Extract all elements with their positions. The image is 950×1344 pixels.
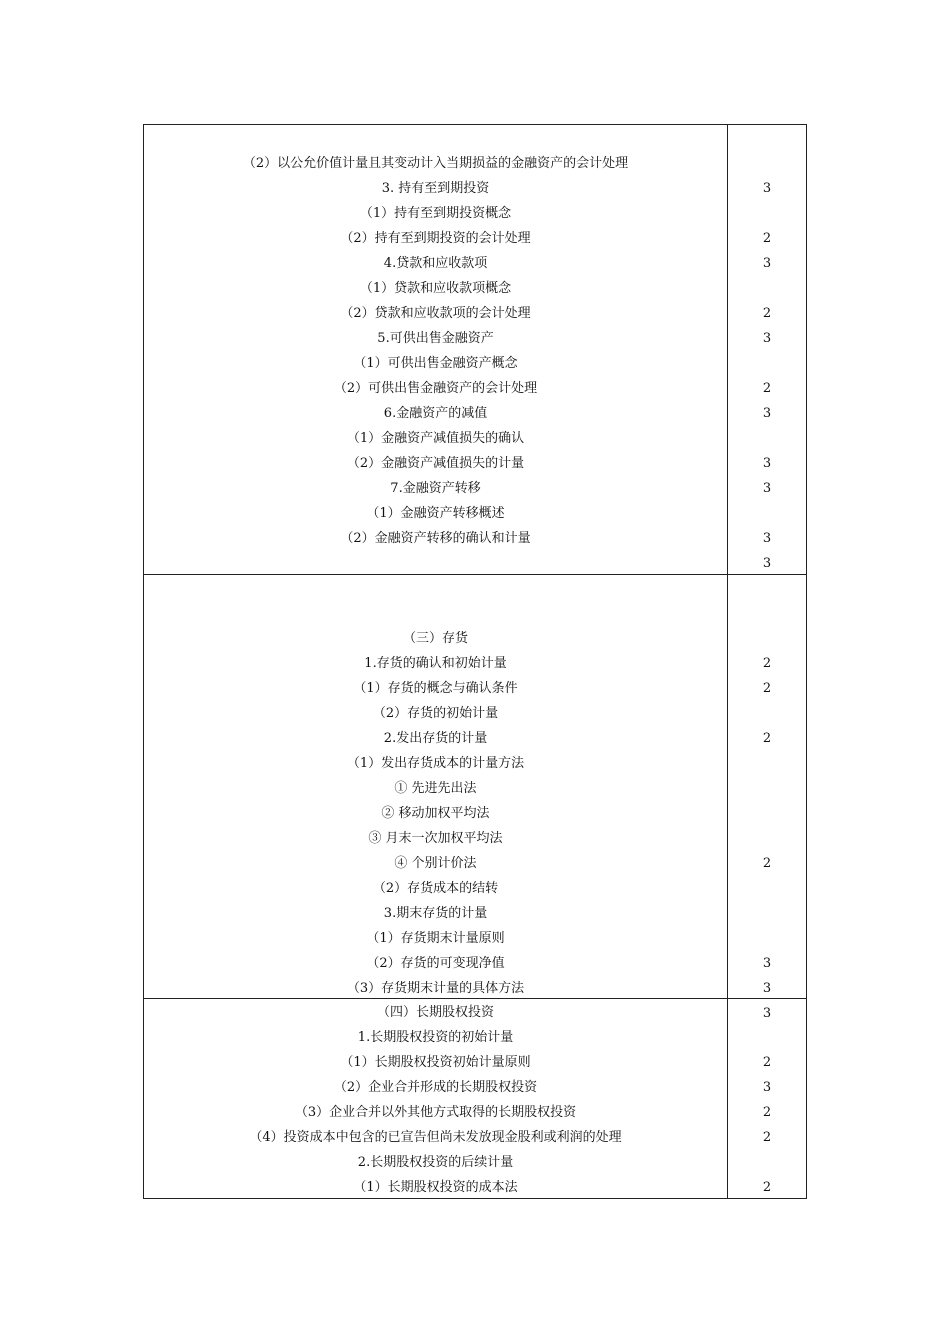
topic-label: （2）金融资产转移的确认和计量 xyxy=(340,531,531,546)
table-row xyxy=(144,651,806,676)
table-row xyxy=(144,401,806,426)
topic-label: （1）贷款和应收款项概念 xyxy=(359,281,512,296)
topic-label: （3）企业合并以外其他方式取得的长期股权投资 xyxy=(294,1105,577,1120)
topic-label: 2.长期股权投资的后续计量 xyxy=(357,1155,514,1170)
level-value: 3 xyxy=(762,956,772,971)
level-value: 2 xyxy=(762,381,772,396)
table-row xyxy=(144,726,806,751)
table-row xyxy=(144,1050,806,1075)
topic-label: （2）可供出售金融资产的会计处理 xyxy=(333,381,538,396)
table-row xyxy=(144,201,806,226)
topic-label: （2）贷款和应收款项的会计处理 xyxy=(340,306,531,321)
table-row xyxy=(144,176,806,201)
topic-label: （1）存货期末计量原则 xyxy=(366,931,505,946)
syllabus-table xyxy=(143,124,807,1199)
topic-label: （1）长期股权投资初始计量原则 xyxy=(340,1055,531,1070)
topic-label: （2）企业合并形成的长期股权投资 xyxy=(333,1080,538,1095)
topic-label: ① 先进先出法 xyxy=(394,781,477,796)
topic-label: ③ 月末一次加权平均法 xyxy=(368,831,503,846)
table-row xyxy=(144,826,806,851)
level-value: 3 xyxy=(762,331,772,346)
level-value: 2 xyxy=(762,731,772,746)
topic-label: （2）持有至到期投资的会计处理 xyxy=(340,231,531,246)
table-row xyxy=(144,551,806,576)
table-row xyxy=(144,301,806,326)
topic-label: 6.金融资产的减值 xyxy=(383,406,488,421)
topic-label: 2.发出存货的计量 xyxy=(383,731,488,746)
table-row xyxy=(144,151,806,176)
table-row xyxy=(144,901,806,926)
table-row xyxy=(144,476,806,501)
topic-label: （1）长期股权投资的成本法 xyxy=(353,1180,518,1195)
table-row xyxy=(144,376,806,401)
table-row xyxy=(144,501,806,526)
table-row xyxy=(144,251,806,276)
table-row xyxy=(144,451,806,476)
table-row xyxy=(144,751,806,776)
level-value: 3 xyxy=(762,456,772,471)
topic-label: （1）金融资产减值损失的确认 xyxy=(346,431,525,446)
topic-label: 1.长期股权投资的初始计量 xyxy=(357,1030,514,1045)
level-value: 2 xyxy=(762,1180,772,1195)
table-row xyxy=(144,1025,806,1050)
level-value: 2 xyxy=(762,681,772,696)
topic-label: 4.贷款和应收款项 xyxy=(383,256,488,271)
table-row xyxy=(144,676,806,701)
table-row xyxy=(144,1150,806,1175)
level-value: 3 xyxy=(762,256,772,271)
level-value: 2 xyxy=(762,231,772,246)
topic-label: （1）持有至到期投资概念 xyxy=(359,206,512,221)
topic-label: （3）存货期末计量的具体方法 xyxy=(346,981,525,996)
level-value: 2 xyxy=(762,1105,772,1120)
table-row xyxy=(144,351,806,376)
topic-label: （1）金融资产转移概述 xyxy=(366,506,505,521)
table-row xyxy=(144,951,806,976)
topic-label: （2）存货的初始计量 xyxy=(372,706,499,721)
table-row xyxy=(144,1075,806,1100)
table-row xyxy=(144,1100,806,1125)
level-value: 2 xyxy=(762,656,772,671)
topic-label: （2）金融资产减值损失的计量 xyxy=(346,456,525,471)
level-value: 3 xyxy=(762,1080,772,1095)
topic-label: （4）投资成本中包含的已宣告但尚未发放现金股利或利润的处理 xyxy=(249,1130,622,1145)
topic-label: 3.期末存货的计量 xyxy=(383,906,488,921)
level-value: 3 xyxy=(762,1006,772,1021)
topic-label: 7.金融资产转移 xyxy=(390,481,481,496)
table-row xyxy=(144,626,806,651)
table-row xyxy=(144,601,806,626)
topic-label: （1）存货的概念与确认条件 xyxy=(353,681,518,696)
level-value: 3 xyxy=(762,531,772,546)
table-row xyxy=(144,851,806,876)
table-row xyxy=(144,701,806,726)
table-row xyxy=(144,876,806,901)
table-row xyxy=(144,976,806,1001)
table-row xyxy=(144,226,806,251)
topic-label: ② 移动加权平均法 xyxy=(381,806,490,821)
topic-label: （2）存货的可变现净值 xyxy=(366,956,505,971)
level-value: 3 xyxy=(762,981,772,996)
topic-label: （三）存货 xyxy=(402,631,468,646)
topic-label: （四）长期股权投资 xyxy=(376,1005,494,1020)
table-row xyxy=(144,526,806,551)
table-row xyxy=(144,926,806,951)
table-row xyxy=(144,326,806,351)
level-value: 2 xyxy=(762,1055,772,1070)
topic-label: 3. 持有至到期投资 xyxy=(381,181,490,196)
level-value: 3 xyxy=(762,481,772,496)
level-value: 2 xyxy=(762,856,772,871)
table-row xyxy=(144,1175,806,1200)
table-row xyxy=(144,126,806,151)
topic-label: ④ 个别计价法 xyxy=(394,856,477,871)
topic-label: 1.存货的确认和初始计量 xyxy=(364,656,507,671)
topic-label: （1）发出存货成本的计量方法 xyxy=(346,756,525,771)
level-value: 3 xyxy=(762,406,772,421)
level-value: 3 xyxy=(762,181,772,196)
table-row xyxy=(144,276,806,301)
table-row xyxy=(144,801,806,826)
level-value: 2 xyxy=(762,306,772,321)
topic-label: （2）存货成本的结转 xyxy=(372,881,499,896)
topic-label: （2）以公允价值计量且其变动计入当期损益的金融资产的会计处理 xyxy=(242,156,629,171)
level-value: 2 xyxy=(762,1130,772,1145)
table-row xyxy=(144,426,806,451)
topic-label: （1）可供出售金融资产概念 xyxy=(353,356,518,371)
level-value: 3 xyxy=(762,556,772,571)
table-row xyxy=(144,1000,806,1025)
table-row xyxy=(144,1125,806,1150)
table-row xyxy=(144,776,806,801)
topic-label: 5.可供出售金融资产 xyxy=(377,331,494,346)
